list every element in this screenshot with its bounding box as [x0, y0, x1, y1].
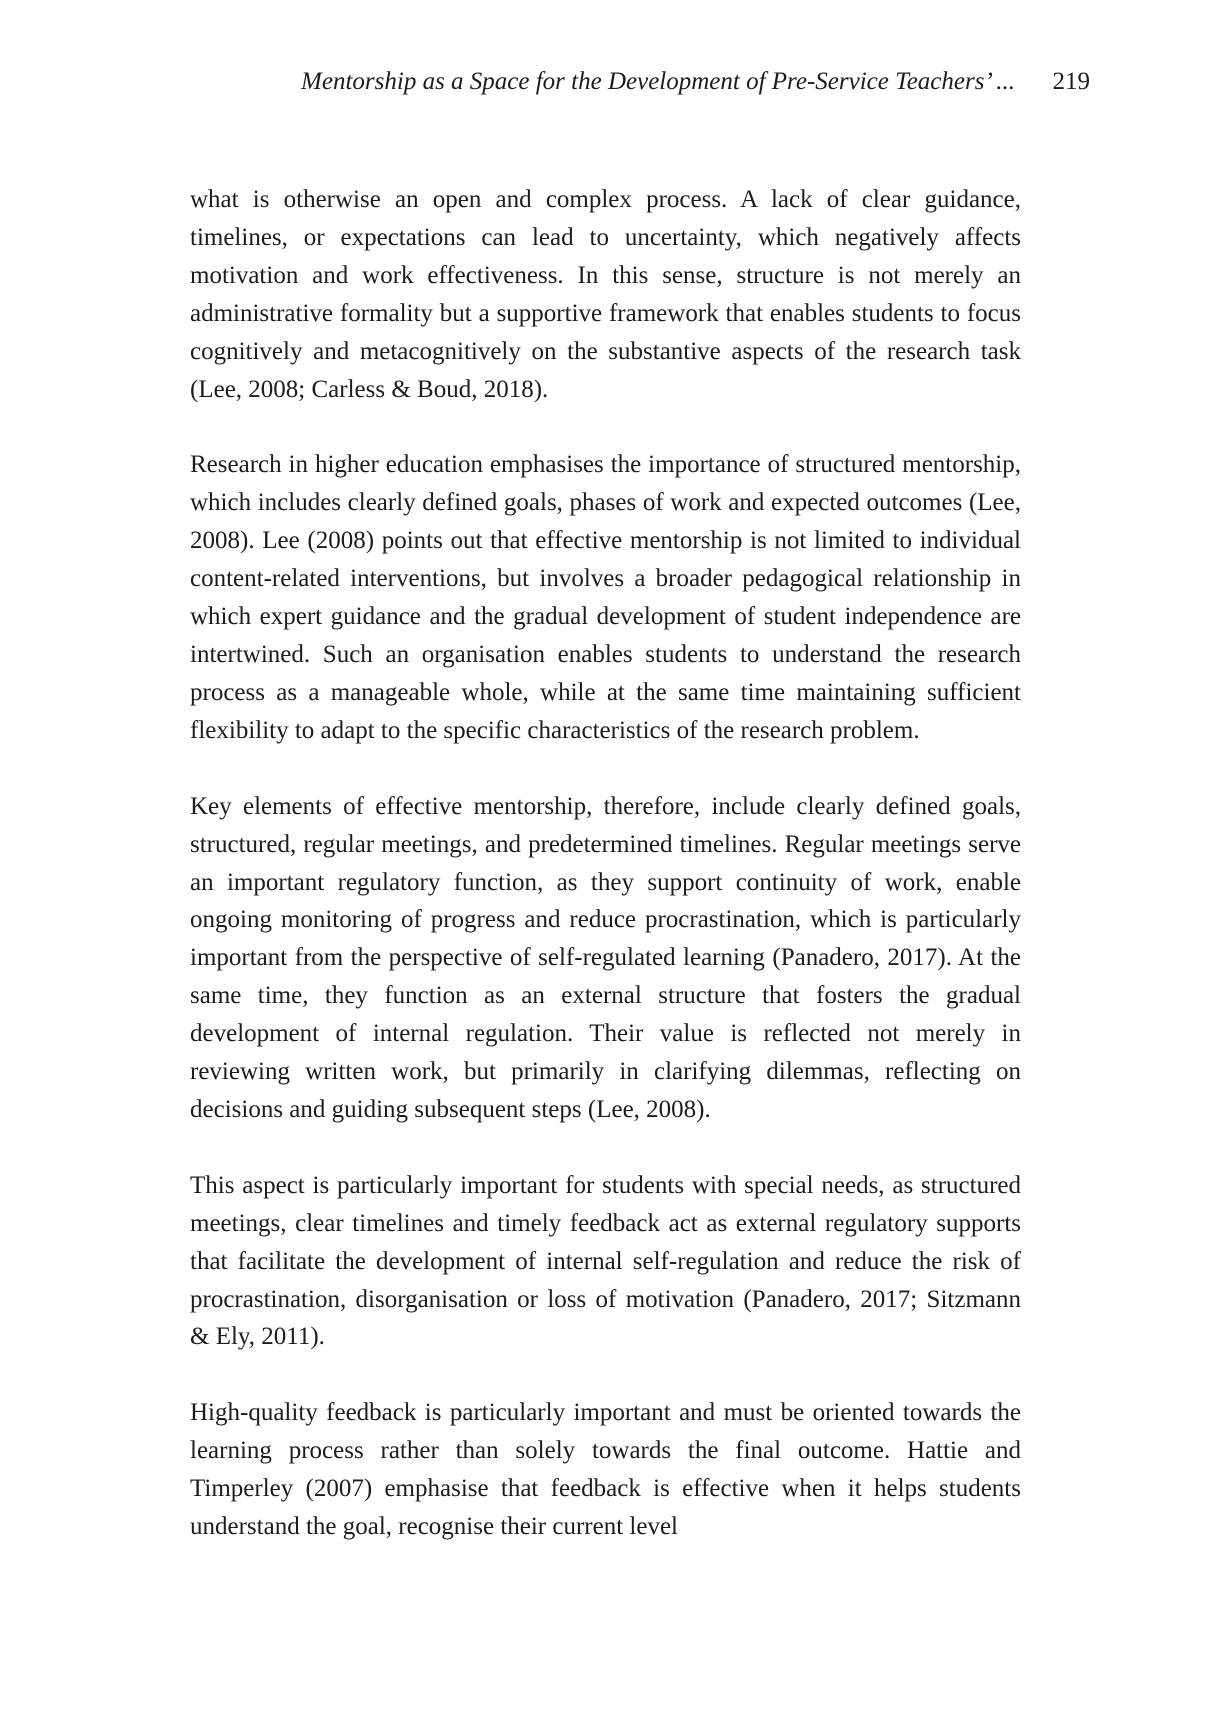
page-number: 219: [1052, 68, 1090, 95]
paragraph: what is otherwise an open and complex process. A lack of clear guidance, timelines, or expectations can lead to uncertainty, which negatively affects motivation and work effectiveness. In this sense, structure is not merely an administrative formality but a supportive framework that enables students to focus cognitively and metacognitively on the substantive aspects of the research task (Lee, 2008; Carless & Boud, 2018).: [190, 186, 1021, 403]
page-header: [190, 66, 1090, 106]
paragraph: Key elements of effective mentorship, therefore, include clearly defined goals, structured, regular meetings, and predetermined timelines. Regular meetings serve an important regulatory function, as they support continuity of work, enable ongoing monitoring of progress and reduce procrastination, which is particularly important from the perspective of self-regulated learning (Panadero, 2017). At the same time, they function as an external structure that fosters the gradual development of internal regulation. Their value is reflected not merely in reviewing written work, but primarily in clarifying dilemmas, reflecting on decisions and guiding subsequent steps (Lee, 2008).: [190, 792, 1021, 1123]
paragraph: Research in higher education emphasises the importance of structured mentorship, which includes clearly defined goals, phases of work and expected outcomes (Lee, 2008). Lee (2008) points out that effective mentorship is not limited to individual content-related interventions, but involves a broader pedagogical relationship in which expert guidance and the gradual development of student independence are intertwined. Such an organisation enables students to understand the research process as a manageable whole, while at the same time maintaining sufficient flexibility to adapt to the specific characteristics of the research problem.: [190, 451, 1021, 744]
body-text: [190, 181, 1021, 1584]
paragraph: This aspect is particularly important for students with special needs, as structured meetings, clear timelines and timely feedback act as external regulatory supports that facilitate the development of internal self-regulation and reduce the risk of procrastination, disorganisation or loss of motivation (Panadero, 2017; Sitzmann & Ely, 2011).: [190, 1171, 1021, 1351]
running-title: Mentorship as a Space for the Development of Pre-Service Teachers’ ...: [301, 68, 1015, 95]
paragraph: High-quality feedback is particularly important and must be oriented towards the learning process rather than solely towards the final outcome. Hattie and Timperley (2007) emphasise that feedback is effective when it helps students understand the goal, recognise their current level: [190, 1399, 1021, 1541]
